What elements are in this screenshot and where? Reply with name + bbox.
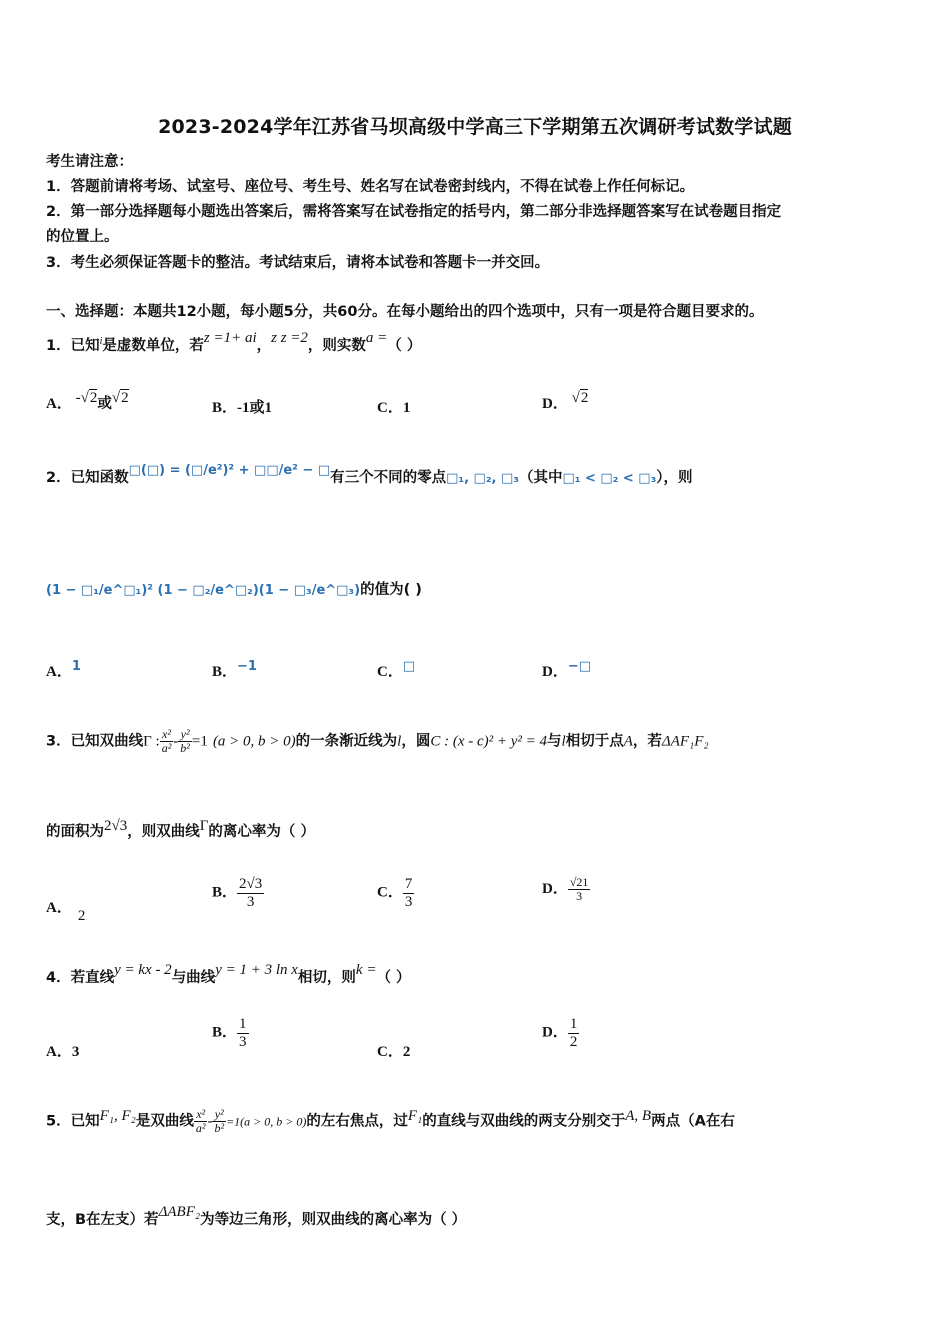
q1-option-d[interactable]: D． √2 [542,390,589,412]
q4-option-b[interactable]: B． $\frac{1}{3}$ [212,1016,247,1050]
question-1: 1．已知$^i$是虚数单位，若z =1+ ai，z z =2，则实数a =（ ） [46,330,422,354]
q3-option-d[interactable]: D． $\frac{√21}{3}$ [542,875,589,904]
q4-option-c[interactable]: C．2 [377,1044,411,1060]
question-5: 5．已知F₁, F₂是双曲线 $\frac{\text{x²}}{\text{a²}}$ - $\frac{\text{y²}}{\text{b²}}$ =1(a > 0, b > 0)的左右焦点，过F₁的直线与双曲线的两支分别交于A, B两点（A在右 [46,1107,735,1136]
question-2: 2．已知函数□(□) = (□/e²)² + □□/e² − □有三个不同的零点□₁, □₂, □₃（其中□₁ < □₂ < □₃），则 [46,463,693,486]
notice-heading: 考生请注意： [46,154,133,170]
q2-option-d[interactable]: D．−□ [542,659,592,680]
sqrt-icon: √2 [571,390,589,406]
sqrt-icon: √2 [80,390,98,406]
question-3-cont: 的面积为2√3，则双曲线Γ的离心率为（ ） [46,818,315,840]
formula-image: (1 − □₁/e^□₁)² (1 − □₂/e^□₂)(1 − □₃/e^□₃) [46,583,361,598]
q2-option-a[interactable]: A．1 [46,659,81,680]
q3-option-a[interactable]: A． 2 [46,900,86,924]
question-2-cont: (1 − □₁/e^□₁)² (1 − □₂/e^□₂)(1 − □₃/e^□₃)的值为( ) [46,582,422,598]
question-4: 4．若直线y = kx - 2与曲线y = 1 + 3 ln x相切，则k =（ ） [46,962,411,986]
q2-option-c[interactable]: C．□ [377,659,416,680]
section-heading: 一、选择题：本题共12小题，每小题5分，共60分。在每小题给出的四个选项中，只有一项是符合题目要求的。 [46,304,764,320]
q1-option-b[interactable]: B．-1或1 [212,400,273,416]
notice-line-3: 3．考生必须保证答题卡的整洁。考试结束后，请将本试卷和答题卡一并交回。 [46,255,550,271]
q1-option-a[interactable]: A． -√2或√2 [46,390,129,412]
sqrt-icon: √2 [111,390,129,406]
q4-option-d[interactable]: D． $\frac{1}{2}$ [542,1016,578,1050]
q1-option-c[interactable]: C．1 [377,400,411,416]
q2-option-b[interactable]: B．−1 [212,659,257,680]
formula-image: □(□) = (□/e²)² + □□/e² − □ [128,463,331,478]
q4-option-a[interactable]: A．3 [46,1044,80,1060]
question-3: 3．已知双曲线Γ : $\frac{\text{x²}}{\text{a²}}$ - $\frac{\text{y²}}{\text{b²}}$ =1 (a > 0, b > 0)的一条渐近线为l，圆C : (x - c)² + y² = 4与l相切于点A，若ΔAF₁F₂ [46,727,709,756]
notice-line-1: 1．答题前请将考场、试室号、座位号、考生号、姓名写在试卷密封线内，不得在试卷上作任何标记。 [46,179,695,195]
q3-option-b[interactable]: B． $\frac{2√3}{3}$ [212,876,263,910]
question-5-cont: 支，B在左支）若ΔABF₂为等边三角形，则双曲线的离心率为（ ） [46,1204,467,1228]
notice-line-2b: 的位置上。 [46,229,119,245]
page-title: 2023-2024学年江苏省马坝高级中学高三下学期第五次调研考试数学试题 [158,116,792,138]
q3-option-c[interactable]: C． $\frac{7}{3}$ [377,876,413,910]
notice-line-2a: 2．第一部分选择题每小题选出答案后，需将答案写在试卷指定的括号内，第二部分非选择题答案写在试卷题目指定 [46,204,782,220]
